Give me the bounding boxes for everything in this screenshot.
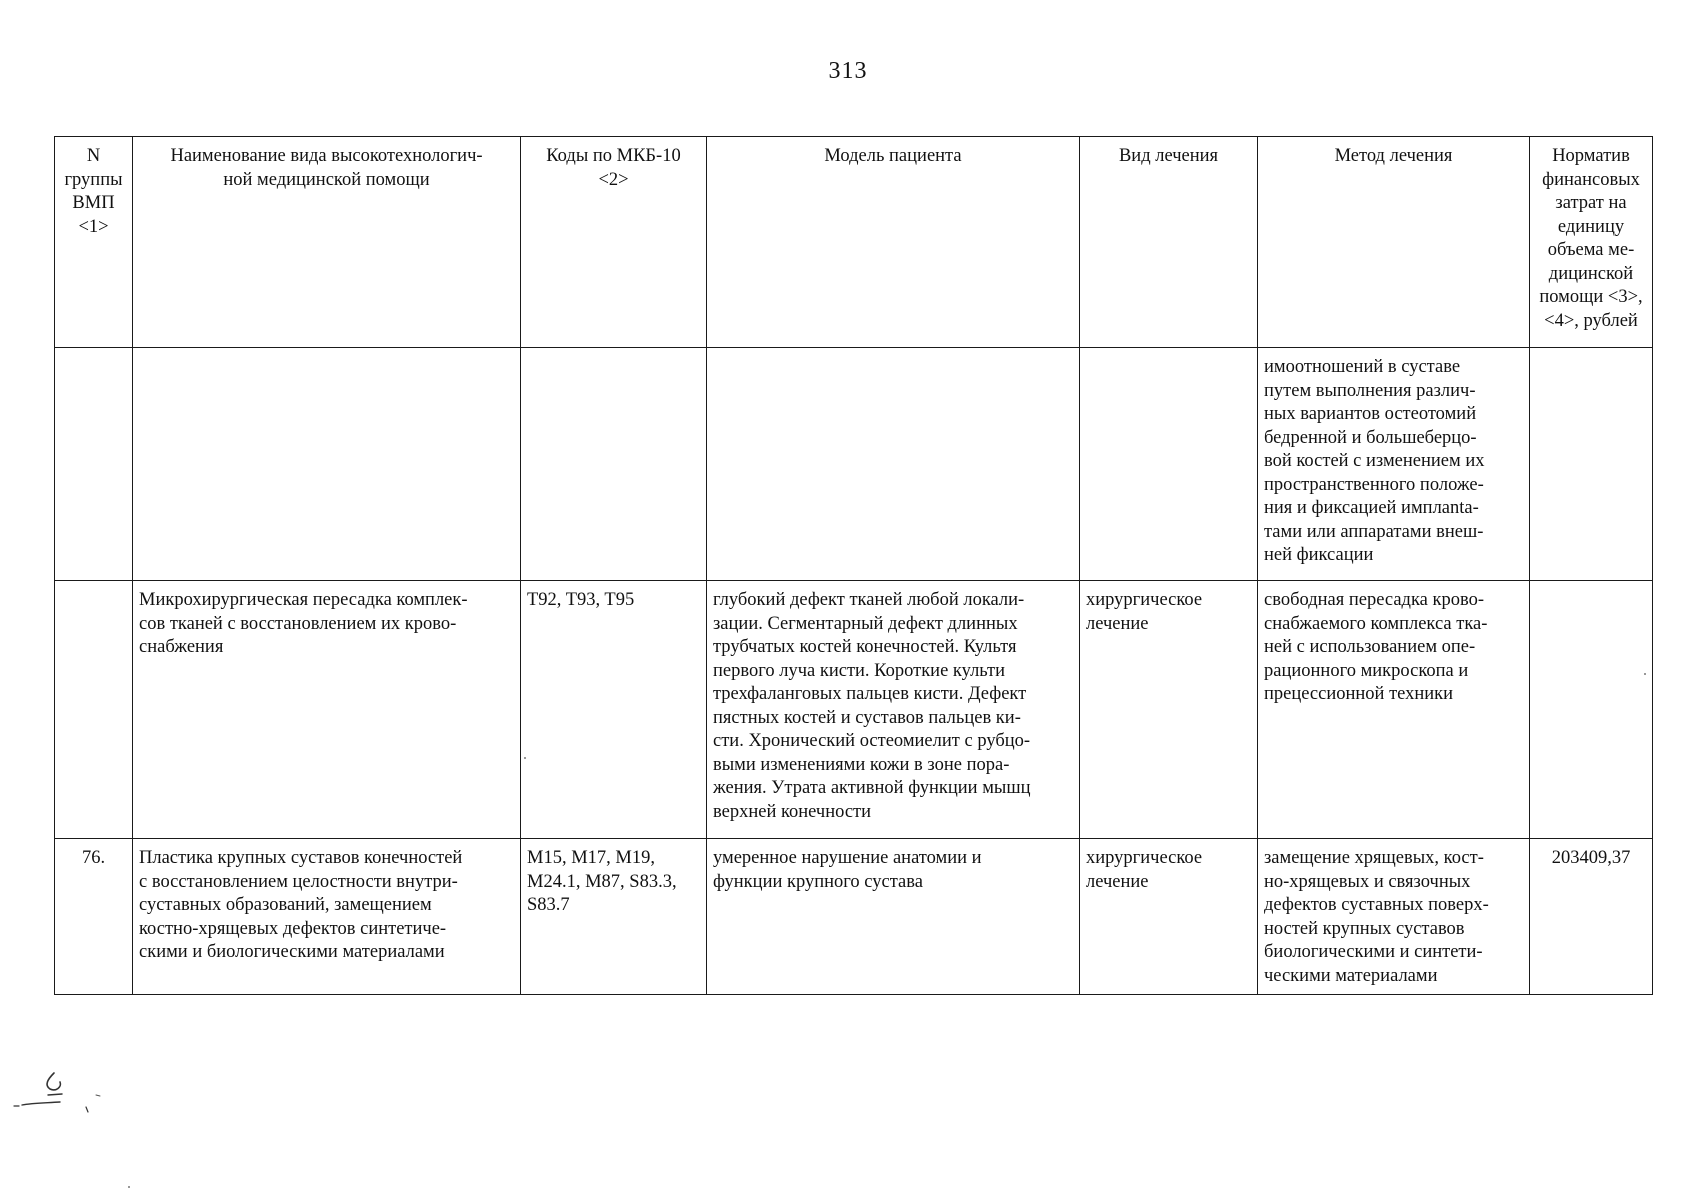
cell-icd-codes: M15, M17, M19, M24.1, M87, S83.3, S83.7 — [521, 839, 707, 995]
cell-care-type — [133, 348, 521, 581]
header-care-type: Наименование вида высокотехнологич- ной медицинской помощи — [133, 137, 521, 348]
header-icd-codes: Коды по МКБ-10 <2> — [521, 137, 707, 348]
page-number: 313 — [828, 58, 868, 84]
cell-treatment-type: хирургическое лечение — [1080, 581, 1258, 839]
cell-treatment-method: замещение хрящевых, кост- но-хрящевых и связочных дефектов суставных поверх- ностей крупных суставов биологическими и синтети- ческими материалами — [1258, 839, 1530, 995]
scan-speck — [1644, 673, 1646, 675]
header-patient-model: Модель пациента — [707, 137, 1080, 348]
scan-speck — [524, 757, 526, 759]
table-row — [55, 348, 1653, 581]
table-row — [55, 839, 1653, 995]
cell-patient-model: глубокий дефект тканей любой локали- зации. Сегментарный дефект длинных трубчатых костей конечностей. Культя первого луча кисти. Короткие культи трехфаланговых пальцев кисти. Дефект пястных костей и суставов пальцев ки- сти. Хронический остеомиелит с рубцо- выми изменениями кожи в зоне пора- жения. Утрата активной функции мышц верхней конечности — [707, 581, 1080, 839]
table-row — [55, 581, 1653, 839]
cell-patient-model — [707, 348, 1080, 581]
cell-cost-norm — [1530, 581, 1653, 839]
cell-icd-codes: T92, T93, T95 — [521, 581, 707, 839]
cell-group-number: 76. — [55, 839, 133, 995]
cell-care-type: Микрохирургическая пересадка комплек- сов тканей с восстановлением их крово- снабжения — [133, 581, 521, 839]
cell-group-number — [55, 581, 133, 839]
header-treatment-type: Вид лечения — [1080, 137, 1258, 348]
header-treatment-method: Метод лечения — [1258, 137, 1530, 348]
cell-cost-norm — [1530, 348, 1653, 581]
cell-icd-codes — [521, 348, 707, 581]
medical-care-table — [54, 136, 1653, 995]
header-group-number: N группы ВМП <1> — [55, 137, 133, 348]
cell-cost-norm: 203409,37 — [1530, 839, 1653, 995]
handwritten-mark — [10, 1065, 110, 1120]
cell-treatment-type — [1080, 348, 1258, 581]
cell-treatment-method: имоотношений в суставе путем выполнения различ- ных вариантов остеотомий бедренной и большеберцо- вой костей с изменением их пространственного положе- ния и фиксацией имплanta- тами или аппаратами внеш- ней фиксации — [1258, 348, 1530, 581]
table-header-row — [55, 137, 1653, 348]
scan-speck — [128, 1186, 130, 1188]
cell-care-type: Пластика крупных суставов конечностей с восстановлением целостности внутри- суставных образований, замещением костно-хрящевых дефектов синтетиче- скими и биологическими материалами — [133, 839, 521, 995]
header-cost-norm: Норматив финансовых затрат на единицу объема ме- дицинской помощи <3>, <4>, рублей — [1530, 137, 1653, 348]
cell-treatment-type: хирургическое лечение — [1080, 839, 1258, 995]
cell-patient-model: умеренное нарушение анатомии и функции крупного сустава — [707, 839, 1080, 995]
cell-group-number — [55, 348, 133, 581]
cell-treatment-method: свободная пересадка крово- снабжаемого комплекса тка- ней с использованием опе- рационного микроскопа и прецессионной техники — [1258, 581, 1530, 839]
